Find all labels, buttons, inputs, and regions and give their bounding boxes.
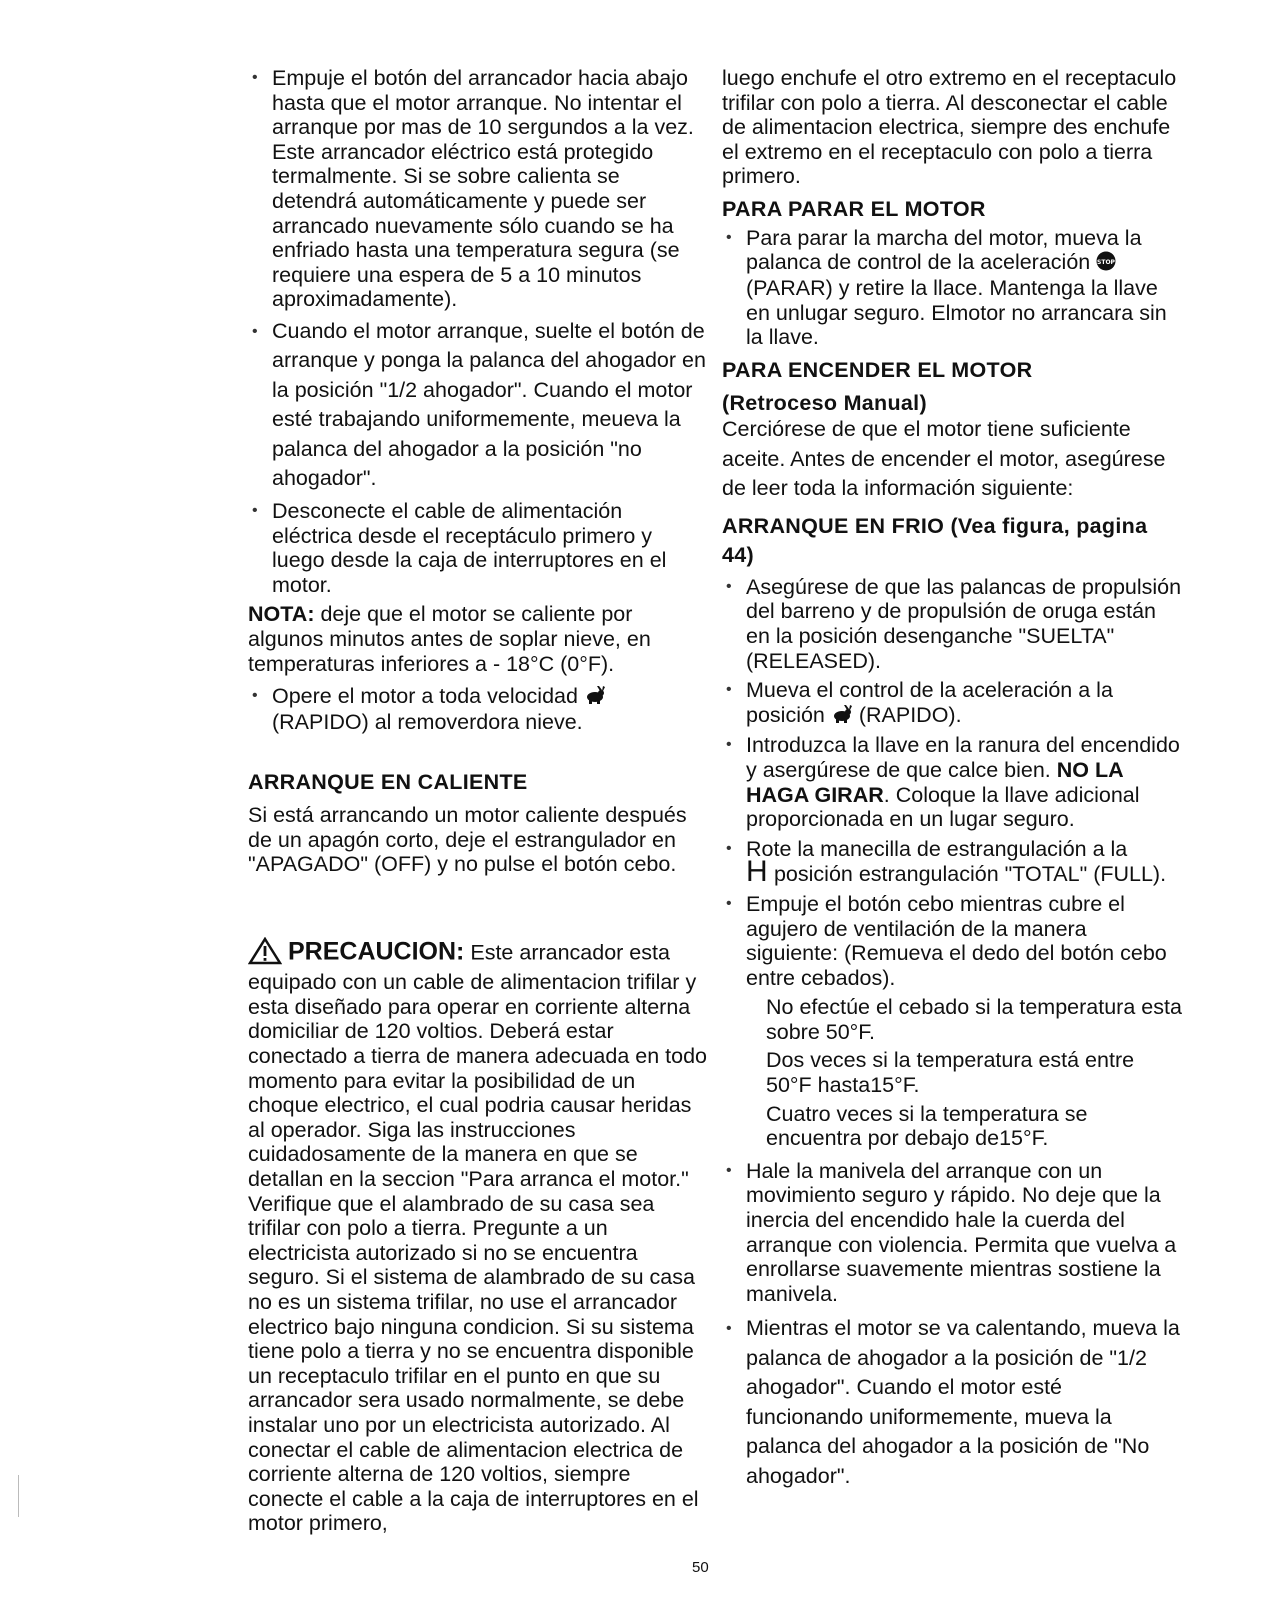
stop-sign-icon: [1096, 251, 1116, 277]
hot-start-text: Si está arrancando un motor caliente después de un apagón corto, deje el estrangulador en "APAGADO" (OFF) y no pulse el botón cebo.: [248, 802, 687, 877]
note-label: NOTA:: [248, 602, 315, 627]
start-steps-list: [248, 66, 708, 597]
rabbit-icon: [831, 704, 853, 729]
caution-label: PRECAUCION:: [287, 937, 465, 966]
margin-mark: [18, 1475, 19, 1517]
list-item: • Desconecte el cable de alimentación eléctrica desde el receptáculo primero y luego desde la caja de interruptores en el motor.: [248, 499, 708, 597]
left-column: [248, 66, 708, 1536]
sub-item: Dos veces si la temperatura está entre 50°F hasta15°F.: [766, 1048, 1135, 1098]
note-paragraph: NOTA: deje que el motor se caliente por algunos minutos antes de soplar nieve, en temperaturas inferiores a - 18°C (0°F).: [248, 602, 651, 676]
sub-item: Cuatro veces si la temperatura se encuentra por debajo de15°F.: [766, 1101, 1088, 1151]
warning-triangle-icon: [248, 937, 282, 971]
right-column: [722, 66, 1182, 1496]
choke-symbol: H: [746, 855, 768, 889]
list-item: • Asegúrese de que las palancas de propulsión del barreno y de propulsión de oruga están en la posición desenganche "SUELTA" (RELEASED).: [722, 575, 1182, 673]
sub-item: No efectúe el cebado si la temperatura esta sobre 50°F.: [766, 995, 1182, 1044]
svg-text:STOP: STOP: [1097, 258, 1116, 266]
list-item: • Hale la manivela del arranque con un movimiento seguro y rápido. No deje que la inercia del encendido hale la cuerda del arranque con violencia. Permita que vuelva a enrollarse suavemente mientras sostiene la manivela.: [722, 1159, 1182, 1307]
list-item: • Empuje el botón cebo mientras cubre el agujero de ventilación de la manera siguiente: (Remueva el dedo del botón cebo entre cebados).: [722, 892, 1182, 990]
list-item: • Cuando el motor arranque, suelte el botón de arranque y ponga la palanca del ahogador en la posición "1/2 ahogador". Cuando el motor esté trabajando uniformemente, meueva la palanca del ahogador a la posición "no ahogador".: [248, 317, 708, 494]
list-item: • Rote la manecilla de estrangulación a la H posición estrangulación "TOTAL" (FULL).: [722, 837, 1182, 887]
list-item: • Mueva el control de la aceleración a la posición (RAPIDO).: [722, 678, 1182, 728]
start-intro: Cerciórese de que el motor tiene suficiente aceite. Antes de encender el motor, asegúrese de leer toda la información siguiente:: [722, 417, 1166, 501]
cold-start-heading: ARRANQUE EN FRIO (Vea figura, pagina 44): [722, 513, 1148, 568]
list-item: • Para parar la marcha del motor, mueva la palanca de control de la aceleración STOP (PARAR) y retire la llace. Mantenga la llave en unlugar seguro. Elmotor no arrancara sin la llave.: [722, 226, 1182, 351]
continuation-text: luego enchufe el otro extremo en el receptaculo trifilar con polo a tierra. Al desconectar el cable de alimentacion electrica, siempre des enchufe el extremo en el receptaculo con polo a tierra primero.: [722, 66, 1177, 189]
priming-sub-list: [722, 995, 1182, 1151]
page-number: 50: [692, 1559, 709, 1576]
list-item: • Introduzca la llave en la ranura del encendido y asergúrese de que calce bien. NO LA HAGA GIRAR. Coloque la llave adicional proporcionada en un lugar seguro.: [722, 733, 1182, 831]
caution-paragraph: PRECAUCION: Este arrancador esta equipado con un cable de alimentacion trifilar y esta diseñado para operar en corriente alterna domiciliar de 120 voltios. Deberá estar conectado a tierra de manera adecuada en todo momento para evitar la posibilidad de un choque electrico, el cual podria causar heridas al operador. Siga las instrucciones cuidadosamente de la manera en que se detallan en la seccion "Para arranca el motor." Verifique que el alambrado de su casa sea trifilar con polo a tierra. Pregunte a un electricista autorizado si no se encuentra seguro. Si el sistema de alambrado de su casa no es un sistema trifilar, no use el arrancador electrico bajo ninguna condicion. Si su sistema tiene polo a tierra y no se encuentra disponible un receptaculo trifilar en el punto en que su arrancador sera usado normalmente, se debe instalar uno por un electricista autorizado. Al conectar el cable de alimentacion electrica de corriente alterna de 120 voltios, siempre conecte el cable a la caja de interruptores en el motor primero,: [248, 937, 707, 1536]
list-item: • Opere el motor a toda velocidad (RAPIDO) al removerdora nieve.: [248, 684, 708, 734]
list-item: • Mientras el motor se va calentando, mueva la palanca de ahogador a la posición de "1/2 ahogador". Cuando el motor esté funcionando uniformemente, mueva la palanca del ahogador a la posición de "No ahogador".: [722, 1314, 1182, 1491]
rabbit-icon: [584, 685, 606, 710]
list-item: • Empuje el botón del arrancador hacia abajo hasta que el motor arranque. No intentar el arranque por mas de 10 sergundos a la vez. Este arrancador eléctrico está protegido termalmente. Si se sobre calienta se detendrá automáticamente y puede ser arrancado nuevamente sólo cuando se ha enfriado hasta una temperatura segura (se requiere una espera de 5 a 10 minutos aproximadamente).: [248, 66, 708, 312]
stop-heading: PARA PARAR EL MOTOR: [722, 196, 986, 221]
hot-start-heading: ARRANQUE EN CALIENTE: [248, 770, 528, 795]
start-heading: PARA ENCENDER EL MOTOR: [722, 358, 1033, 383]
start-subheading: (Retroceso Manual): [722, 390, 927, 415]
